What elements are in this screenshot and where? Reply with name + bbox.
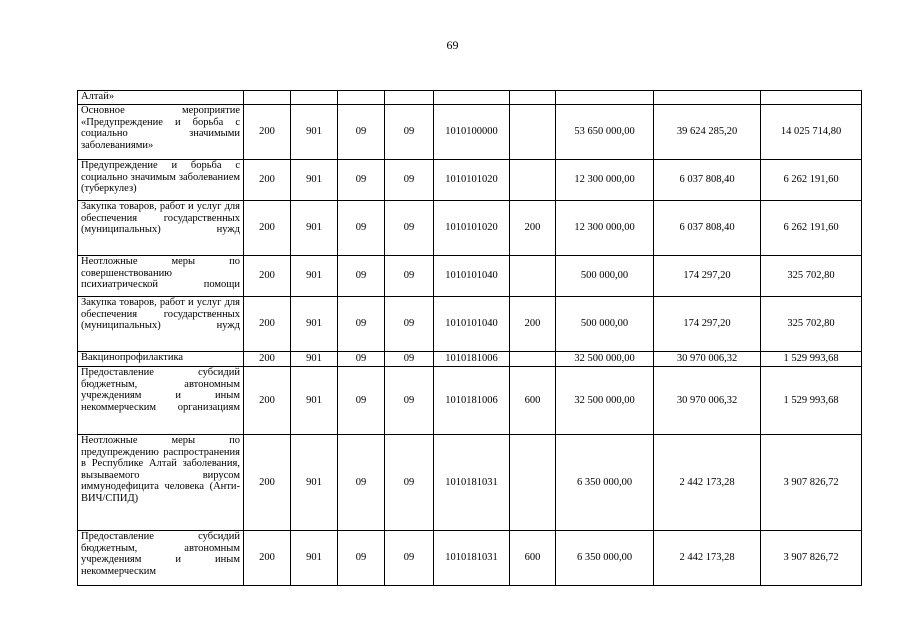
row-subsection-cell: 09 [338,352,385,367]
row-executed-amount-cell [654,91,761,105]
row-admin-code-cell: 200 [244,160,291,201]
row-subsection-cell: 09 [338,160,385,201]
row-executed-amount-cell: 6 037 808,40 [654,160,761,201]
row-name-cell: Неотложные меры по предупреждению распространения в Республике Алтай заболевания, вызываемого вирусом иммунодефицита человека (Анти-ВИЧ/СПИД) [78,435,244,531]
row-section-code-cell: 901 [291,367,338,435]
page-number: 69 [446,38,459,52]
row-remainder-amount-cell: 1 529 993,68 [761,367,862,435]
row-section-code-cell: 901 [291,256,338,297]
budget-table [77,90,862,586]
row-expense-type-cell: 200 [510,201,556,256]
row-admin-code-cell: 200 [244,352,291,367]
row-subsection-cell: 09 [338,105,385,160]
row-admin-code-cell: 200 [244,297,291,352]
row-executed-amount-cell: 2 442 173,28 [654,435,761,531]
row-name-cell: Основное мероприятие «Предупреждение и борьба с социально значимыми заболеваниями» [78,105,244,160]
row-remainder-amount-cell: 3 907 826,72 [761,531,862,586]
table-row [78,352,862,367]
row-target-article-cell: 1010101040 [434,297,510,352]
row-name-cell: Неотложные меры по совершенствованию психиатрической помощи [78,256,244,297]
row-target-article-cell: 1010181006 [434,352,510,367]
row-admin-code-cell: 200 [244,256,291,297]
row-remainder-amount-cell: 14 025 714,80 [761,105,862,160]
row-name-cell: Вакцинопрофилактика [78,352,244,367]
table-row [78,201,862,256]
row-subsection-2-cell: 09 [385,160,434,201]
row-subsection-2-cell: 09 [385,201,434,256]
row-target-article-cell: 1010101020 [434,201,510,256]
row-section-code-cell: 901 [291,297,338,352]
row-executed-amount-cell: 30 970 006,32 [654,352,761,367]
row-subsection-2-cell: 09 [385,367,434,435]
row-subsection-2-cell: 09 [385,531,434,586]
row-name-cell: Предоставление субсидий бюджетным, автономным учреждениям и иным некоммерческим организациям [78,367,244,435]
row-executed-amount-cell: 2 442 173,28 [654,531,761,586]
row-section-code-cell: 901 [291,352,338,367]
row-subsection-cell: 09 [338,201,385,256]
row-admin-code-cell: 200 [244,201,291,256]
row-subsection-2-cell: 09 [385,105,434,160]
row-plan-amount-cell: 6 350 000,00 [556,435,654,531]
row-expense-type-cell: 600 [510,367,556,435]
row-remainder-amount-cell: 325 702,80 [761,256,862,297]
row-expense-type-cell [510,435,556,531]
row-plan-amount-cell: 6 350 000,00 [556,531,654,586]
row-name-cell: Предоставление субсидий бюджетным, автономным учреждениям и иным некоммерческим [78,531,244,586]
table-row [78,367,862,435]
row-plan-amount-cell: 32 500 000,00 [556,352,654,367]
row-expense-type-cell [510,91,556,105]
row-remainder-amount-cell: 6 262 191,60 [761,160,862,201]
row-admin-code-cell: 200 [244,531,291,586]
row-section-code-cell: 901 [291,105,338,160]
row-remainder-amount-cell: 325 702,80 [761,297,862,352]
row-target-article-cell: 1010181031 [434,531,510,586]
row-section-code-cell: 901 [291,201,338,256]
row-target-article-cell: 1010181006 [434,367,510,435]
table-row [78,91,862,105]
row-subsection-2-cell: 09 [385,435,434,531]
row-plan-amount-cell: 500 000,00 [556,256,654,297]
row-expense-type-cell [510,160,556,201]
row-expense-type-cell: 600 [510,531,556,586]
row-target-article-cell [434,91,510,105]
row-executed-amount-cell: 39 624 285,20 [654,105,761,160]
row-subsection-cell: 09 [338,435,385,531]
row-admin-code-cell: 200 [244,105,291,160]
table-row [78,256,862,297]
row-subsection-2-cell: 09 [385,256,434,297]
row-expense-type-cell: 200 [510,297,556,352]
row-plan-amount-cell: 12 300 000,00 [556,201,654,256]
table-row [78,531,862,586]
table-row [78,160,862,201]
row-name-cell: Закупка товаров, работ и услуг для обеспечения государственных (муниципальных) нужд [78,201,244,256]
row-executed-amount-cell: 30 970 006,32 [654,367,761,435]
row-plan-amount-cell: 32 500 000,00 [556,367,654,435]
row-section-code-cell: 901 [291,531,338,586]
row-target-article-cell: 1010181031 [434,435,510,531]
row-target-article-cell: 1010101020 [434,160,510,201]
row-remainder-amount-cell: 3 907 826,72 [761,435,862,531]
row-remainder-amount-cell [761,91,862,105]
row-subsection-cell: 09 [338,256,385,297]
row-name-cell: Предупреждение и борьба с социально значимым заболеванием (туберкулез) [78,160,244,201]
row-admin-code-cell: 200 [244,435,291,531]
table-row [78,435,862,531]
row-plan-amount-cell: 500 000,00 [556,297,654,352]
row-admin-code-cell [244,91,291,105]
row-section-code-cell [291,91,338,105]
row-plan-amount-cell: 12 300 000,00 [556,160,654,201]
row-expense-type-cell [510,352,556,367]
row-section-code-cell: 901 [291,160,338,201]
row-executed-amount-cell: 6 037 808,40 [654,201,761,256]
row-expense-type-cell [510,105,556,160]
row-plan-amount-cell: 53 650 000,00 [556,105,654,160]
row-subsection-2-cell: 09 [385,352,434,367]
row-plan-amount-cell [556,91,654,105]
row-expense-type-cell [510,256,556,297]
row-subsection-2-cell: 09 [385,297,434,352]
row-subsection-2-cell [385,91,434,105]
row-remainder-amount-cell: 6 262 191,60 [761,201,862,256]
row-subsection-cell [338,91,385,105]
row-admin-code-cell: 200 [244,367,291,435]
row-executed-amount-cell: 174 297,20 [654,297,761,352]
table-row [78,105,862,160]
row-subsection-cell: 09 [338,531,385,586]
row-name-cell: Закупка товаров, работ и услуг для обеспечения государственных (муниципальных) нужд [78,297,244,352]
row-subsection-cell: 09 [338,297,385,352]
row-remainder-amount-cell: 1 529 993,68 [761,352,862,367]
row-executed-amount-cell: 174 297,20 [654,256,761,297]
table-row [78,297,862,352]
row-target-article-cell: 1010100000 [434,105,510,160]
row-subsection-cell: 09 [338,367,385,435]
row-target-article-cell: 1010101040 [434,256,510,297]
row-name-cell: Алтай» [78,91,244,105]
row-section-code-cell: 901 [291,435,338,531]
